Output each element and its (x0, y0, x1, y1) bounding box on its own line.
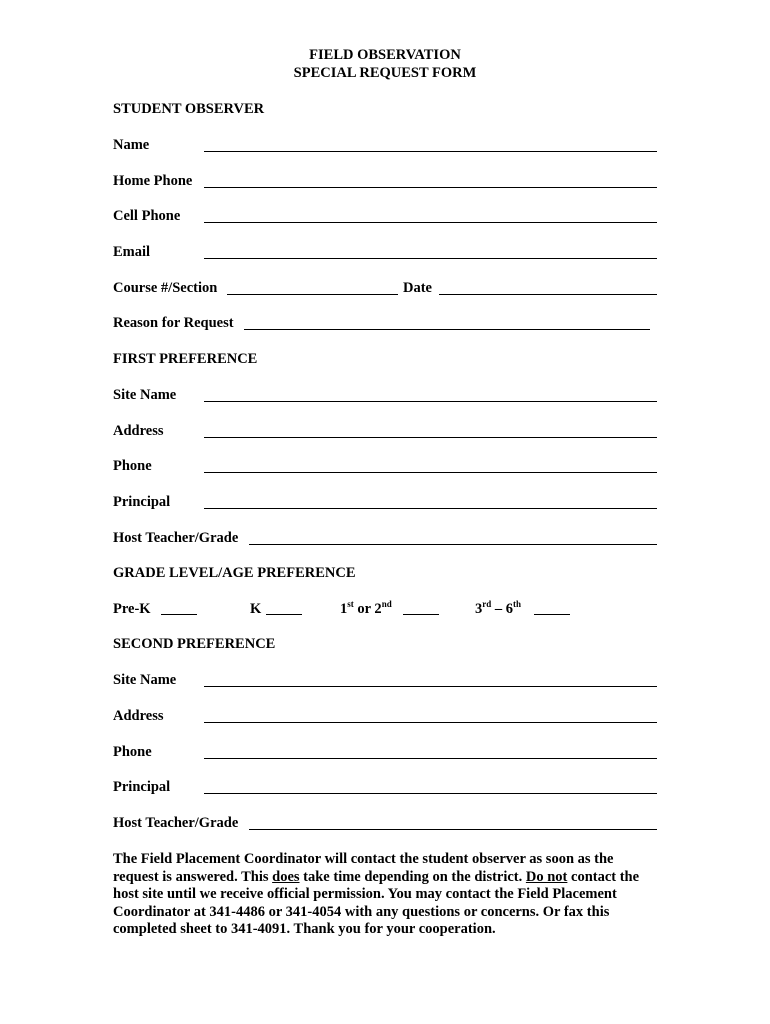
email-label: Email (113, 244, 151, 260)
first-site-name-field[interactable] (204, 401, 657, 402)
form-title-line-2: SPECIAL REQUEST FORM (293, 65, 477, 81)
second-phone-field[interactable] (204, 758, 657, 759)
k-field[interactable] (266, 614, 302, 615)
course-section-label: Course #/Section (113, 280, 218, 296)
first-site-name-label: Site Name (113, 387, 177, 403)
home-phone-label: Home Phone (113, 173, 193, 189)
third-sixth-label: 3rd – 6th (475, 599, 522, 617)
name-field[interactable] (204, 151, 657, 152)
date-label: Date (403, 280, 432, 296)
home-phone-field[interactable] (204, 187, 657, 188)
first-address-field[interactable] (204, 437, 657, 438)
k-label: K (250, 601, 262, 617)
footer-instructions: The Field Placement Coordinator will contact the student observer as soon as the request is answered. This does take time depending on the district. Do not contact the host site until we receive official permission. You may contact the Field Placement Coordinator at 341-4486 or 341-4054 with any questions or concerns. Or fax this completed sheet to 341-4091. Thank you for your cooperation. (113, 851, 640, 937)
date-field[interactable] (439, 294, 657, 295)
first-second-label: 1st or 2nd (340, 599, 392, 617)
second-preference-heading: SECOND PREFERENCE (113, 636, 276, 652)
second-address-field[interactable] (204, 722, 657, 723)
reason-field[interactable] (244, 329, 650, 330)
email-field[interactable] (204, 258, 657, 259)
third-sixth-field[interactable] (534, 614, 570, 615)
first-host-teacher-field[interactable] (249, 544, 657, 545)
first-principal-field[interactable] (204, 508, 657, 509)
second-phone-label: Phone (113, 744, 152, 760)
first-host-teacher-label: Host Teacher/Grade (113, 530, 239, 546)
first-phone-label: Phone (113, 458, 152, 474)
second-host-teacher-label: Host Teacher/Grade (113, 815, 239, 831)
second-site-name-label: Site Name (113, 672, 177, 688)
first-principal-label: Principal (113, 494, 171, 510)
first-second-field[interactable] (403, 614, 439, 615)
second-address-label: Address (113, 708, 164, 724)
prek-field[interactable] (161, 614, 197, 615)
prek-label: Pre-K (113, 601, 151, 617)
first-preference-heading: FIRST PREFERENCE (113, 351, 258, 367)
cell-phone-field[interactable] (204, 222, 657, 223)
reason-label: Reason for Request (113, 315, 234, 331)
first-phone-field[interactable] (204, 472, 657, 473)
name-label: Name (113, 137, 150, 153)
second-principal-field[interactable] (204, 793, 657, 794)
student-observer-heading: STUDENT OBSERVER (113, 101, 265, 117)
form-title-line-1: FIELD OBSERVATION (309, 47, 461, 63)
second-principal-label: Principal (113, 779, 171, 795)
cell-phone-label: Cell Phone (113, 208, 181, 224)
course-section-field[interactable] (227, 294, 398, 295)
second-site-name-field[interactable] (204, 686, 657, 687)
grade-level-heading: GRADE LEVEL/AGE PREFERENCE (113, 565, 356, 581)
second-host-teacher-field[interactable] (249, 829, 657, 830)
first-address-label: Address (113, 423, 164, 439)
